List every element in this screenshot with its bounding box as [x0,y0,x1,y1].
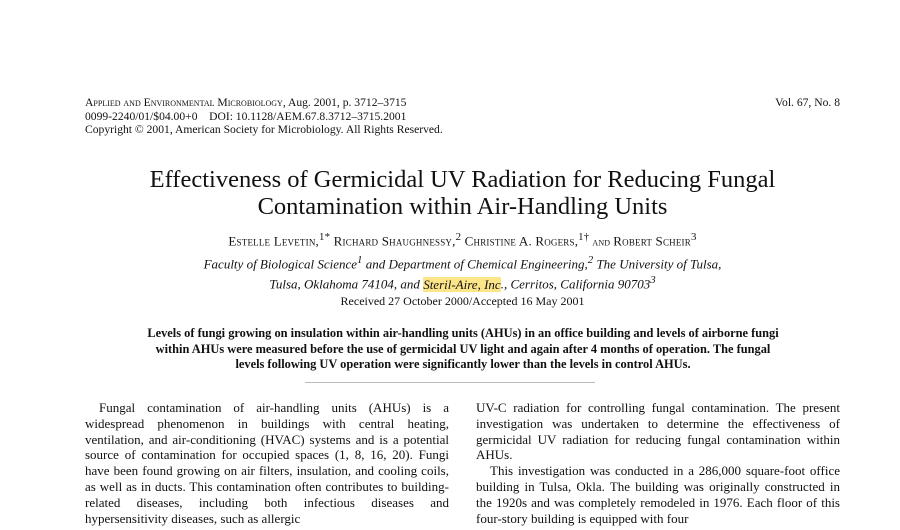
body-column-right [476,400,840,526]
affil-2-sup: 2 [587,254,594,266]
author-4: Robert Scheir [613,233,691,249]
author-1: Estelle Levetin, [228,233,319,249]
author-and: and [589,236,614,249]
affil-6: ., Cerritos, California 90703 [500,276,651,292]
section-divider [305,382,595,383]
paragraph: This investigation was conducted in a 286,000 square-foot office building in Tulsa, Okla. The building was originally constructed in the 1920s and was completely remodeled in 1976. Each floor of this four-story building is equipped with four [476,463,840,526]
paragraph: Fungal contamination of air-handling units (AHUs) is a widespread phenomenon in buildings with central heating, ventilation, and air-conditioning (HVAC) systems and is a potential source of contamination for occupied spaces (1, 8, 16, 20). Fungi have been found growing on air filters, insulation, and cooling coils, as well as in ducts. This contamination often contributes to building-related diseases, including both infectious diseases and hypersensitivity diseases, such as allergic [85,400,449,526]
author-2-affil: 2 [455,231,462,243]
article-title [0,166,900,220]
author-list [0,231,900,249]
author-4-affil: 3 [690,231,697,243]
paragraph: UV-C radiation for controlling fungal contamination. The present investigation was undertaken to determine the effectiveness of germicidal UV radiation for reducing fungal contamination within AHUs. [476,400,840,463]
highlighted-company[interactable]: Steril-Aire, Inc [423,276,501,292]
volume-number: Vol. 67, No. 8 [775,96,840,109]
affil-6-sup: 3 [650,274,656,287]
affiliations [0,252,900,293]
affil-3: The University of Tulsa, [593,256,722,272]
journal-citation [85,96,443,110]
author-1-affil: 1* [318,231,331,243]
doi-line: 0099-2240/01/$04.00+0 DOI: 10.1128/AEM.67.8.3712–3715.2001 [85,109,407,123]
title-line-1: Effectiveness of Germicidal UV Radiation for Reducing Fungal [149,166,776,193]
affil-2: and Department of Chemical Engineering, [362,256,588,272]
affil-1-sup: 1 [357,254,363,266]
author-2: Richard Shaughnessy, [330,233,456,249]
author-3-affil: 1† [578,231,590,243]
journal-issue: , Aug. 2001, p. 3712–3715 [282,96,407,109]
author-3: Christine A. Rogers, [461,233,579,249]
received-dates: Received 27 October 2000/Accepted 16 May 2001 [340,294,585,308]
journal-name: Applied and Environmental Microbiology [85,96,283,109]
title-line-2: Contamination within Air-Handling Units [257,193,668,220]
affil-4: Tulsa, Oklahoma 74104, and [269,276,424,292]
journal-header [85,96,443,137]
copyright-line: Copyright © 2001, American Society for Microbiology. All Rights Reserved. [85,123,443,137]
body-column-left [85,400,449,526]
affil-1: Faculty of Biological Science [203,256,358,272]
abstract: Levels of fungi growing on insulation within air-handling units (AHUs) in an office building and levels of airborne fungi within AHUs were measured before the use of germicidal UV light and again after 4 months of operation. The fungal levels following UV operation were significantly lower than the levels in control AHUs. [147,326,779,372]
